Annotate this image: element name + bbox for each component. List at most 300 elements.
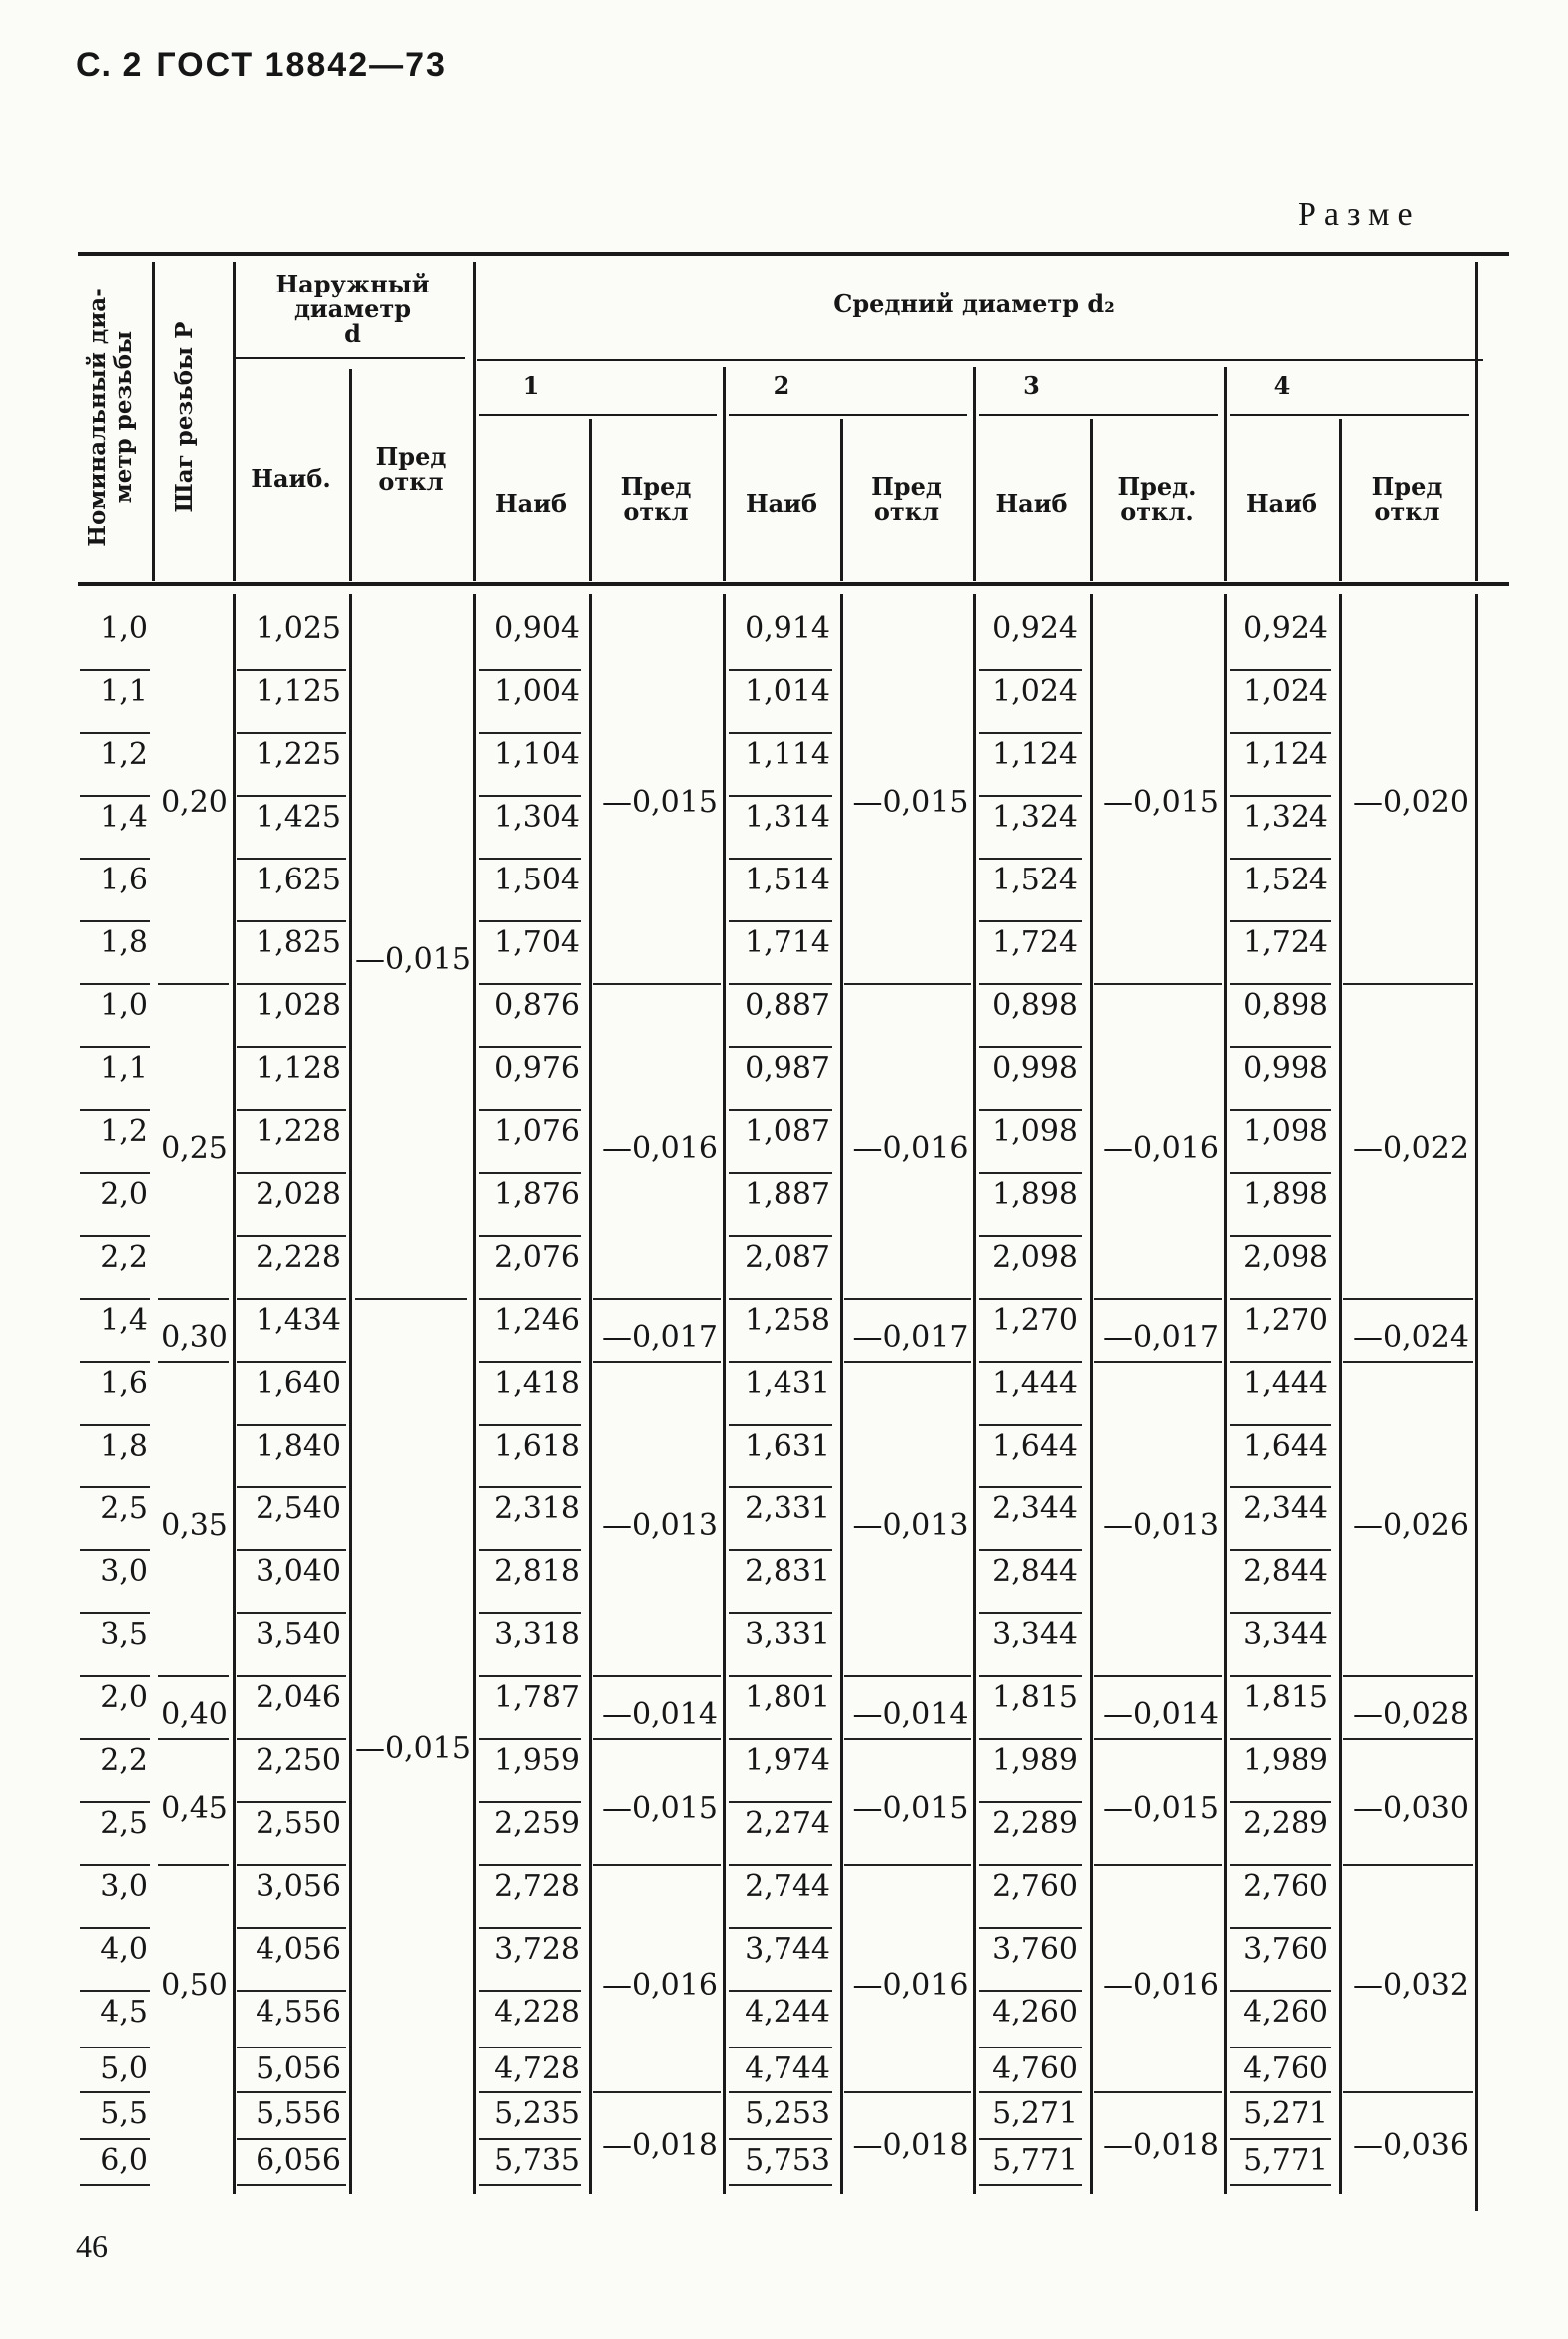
row-underline	[80, 1172, 150, 1174]
class-1-max-cell: 0,876	[494, 988, 580, 1023]
row-underline	[479, 1486, 581, 1488]
class-4-max-cell: 5,771	[1243, 2143, 1328, 2178]
row-underline	[729, 2138, 832, 2140]
group-divider	[844, 1738, 971, 1740]
row-underline	[729, 732, 832, 734]
row-underline	[479, 1298, 581, 1300]
group-divider	[1094, 1675, 1222, 1677]
row-underline	[237, 795, 346, 797]
row-underline	[237, 2047, 346, 2048]
class-2-max-cell: 1,514	[745, 863, 830, 897]
row-underline	[1230, 1738, 1331, 1740]
row-underline	[479, 2184, 581, 2186]
class-2-deviation-header: Пред откл	[871, 471, 942, 526]
nominal-diameter-cell: 1,6	[100, 1366, 148, 1401]
class-1-max-cell: 4,228	[494, 1995, 580, 2030]
row-underline	[979, 1927, 1082, 1929]
class-4-max-cell: 3,344	[1243, 1617, 1328, 1652]
group-divider	[158, 1361, 229, 1363]
group-divider	[1343, 2091, 1473, 2093]
class-3-deviation-cell: —0,014	[1103, 1696, 1219, 1732]
row-underline	[1230, 2091, 1331, 2093]
outer-max-header: Наиб.	[251, 464, 331, 494]
nominal-diameter-cell: 1,4	[100, 1303, 148, 1338]
row-underline	[1230, 2047, 1331, 2048]
header-bottom-rule	[78, 582, 1509, 586]
mean-diameter-header: Средний диаметр d₂	[833, 290, 1115, 319]
row-underline	[979, 1424, 1082, 1426]
outer-max-cell: 2,540	[256, 1491, 341, 1526]
pitch-cell: 0,50	[161, 1968, 228, 2003]
class-1-deviation-cell: —0,015	[602, 1791, 718, 1826]
class-2-max-cell: 1,258	[745, 1303, 830, 1338]
nominal-diameter-cell: 1,0	[100, 611, 148, 646]
class-3-deviation-cell: —0,015	[1103, 1791, 1219, 1826]
class-2-deviation-cell: —0,013	[852, 1507, 969, 1543]
group-divider	[593, 1298, 721, 1300]
class-3-max-cell: 1,724	[992, 925, 1078, 960]
row-underline	[729, 1738, 832, 1740]
outer-max-cell: 1,840	[256, 1429, 341, 1463]
row-underline	[979, 1235, 1082, 1237]
column-divider	[349, 594, 352, 2194]
row-underline	[1230, 1172, 1331, 1174]
class-4-subrule	[1230, 414, 1469, 416]
class-2-max-cell: 1,014	[745, 674, 830, 709]
class-1-max-cell: 3,318	[494, 1617, 580, 1652]
class-4-deviation-cell: —0,028	[1353, 1696, 1469, 1732]
nominal-diameter-cell: 1,0	[100, 988, 148, 1023]
row-underline	[80, 2184, 150, 2186]
class-2-max-cell: 1,887	[745, 1177, 830, 1212]
class-4-deviation-cell: —0,022	[1353, 1130, 1469, 1166]
class-3-deviation-cell: —0,016	[1103, 1968, 1219, 2003]
class-1-deviation-cell: —0,013	[602, 1507, 718, 1543]
row-underline	[729, 795, 832, 797]
header-standard: ГОСТ 18842—73	[156, 46, 447, 84]
outer-max-cell: 2,550	[256, 1806, 341, 1841]
class-3-max-cell: 2,844	[992, 1554, 1078, 1589]
row-underline	[1230, 1675, 1331, 1677]
nominal-diameter-cell: 1,8	[100, 925, 148, 960]
row-underline	[729, 1675, 832, 1677]
row-underline	[479, 1235, 581, 1237]
pitch-cell: 0,20	[161, 785, 228, 820]
row-underline	[1230, 1612, 1331, 1614]
row-underline	[1230, 1486, 1331, 1488]
row-underline	[729, 858, 832, 860]
outer-max-cell: 2,028	[256, 1177, 341, 1212]
class-1-max-cell: 0,976	[494, 1051, 580, 1086]
class-2-max-cell: 1,431	[745, 1366, 830, 1401]
class-1-max-cell: 1,704	[494, 925, 580, 960]
outer-max-cell: 1,640	[256, 1366, 341, 1401]
class-1-deviation-cell: —0,017	[602, 1319, 718, 1355]
class-1-max-cell: 5,235	[494, 2096, 580, 2131]
class-3-deviation-cell: —0,016	[1103, 1130, 1219, 1166]
row-underline	[729, 1172, 832, 1174]
row-underline	[80, 1927, 150, 1929]
row-underline	[1230, 1235, 1331, 1237]
class-3-max-cell: 1,524	[992, 863, 1078, 897]
class-3-deviation-cell: —0,013	[1103, 1507, 1219, 1543]
row-underline	[729, 1046, 832, 1048]
nominal-diameter-header: Номинальный диа- метр резьбы	[84, 288, 138, 547]
row-underline	[729, 2047, 832, 2048]
class-3-max-cell: 1,815	[992, 1680, 1078, 1715]
class-1-max-cell: 1,504	[494, 863, 580, 897]
nominal-diameter-cell: 3,5	[100, 1617, 148, 1652]
row-underline	[80, 920, 150, 922]
class-4-max-cell: 1,444	[1243, 1366, 1328, 1401]
group-divider	[593, 2091, 721, 2093]
class-2-header: 2	[773, 371, 790, 401]
row-underline	[979, 2184, 1082, 2186]
row-underline	[479, 1549, 581, 1551]
outer-max-cell: 3,040	[256, 1554, 341, 1589]
class-2-max-cell: 5,753	[745, 2143, 830, 2178]
row-underline	[729, 669, 832, 671]
row-underline	[479, 1675, 581, 1677]
row-underline	[237, 1549, 346, 1551]
column-divider	[233, 594, 236, 2194]
row-underline	[479, 795, 581, 797]
outer-max-cell: 2,228	[256, 1240, 341, 1275]
row-underline	[80, 1109, 150, 1111]
class-4-deviation-header: Пред откл	[1371, 471, 1443, 526]
row-underline	[237, 1612, 346, 1614]
row-underline	[979, 1612, 1082, 1614]
row-underline	[1230, 983, 1331, 985]
class-3-max-cell: 2,344	[992, 1491, 1078, 1526]
class-4-max-cell: 2,760	[1243, 1869, 1328, 1904]
class-2-max-cell: 1,801	[745, 1680, 830, 1715]
class-2-max-cell: 1,314	[745, 800, 830, 835]
outer-max-cell: 4,056	[256, 1932, 341, 1967]
class-3-deviation-cell: —0,018	[1103, 2127, 1219, 2163]
outer-max-cell: 1,125	[256, 674, 341, 709]
row-underline	[237, 1109, 346, 1111]
row-underline	[80, 669, 150, 671]
class-4-max-cell: 1,124	[1243, 737, 1328, 772]
row-underline	[237, 1172, 346, 1174]
class-4-max-cell: 1,098	[1243, 1114, 1328, 1149]
column-divider	[723, 594, 726, 2194]
row-underline	[80, 1801, 150, 1803]
row-underline	[479, 858, 581, 860]
outer-deviation-cell: —0,015	[355, 1731, 471, 1766]
row-underline	[729, 1298, 832, 1300]
class-4-deviation-cell: —0,030	[1353, 1791, 1469, 1826]
group-divider	[844, 983, 971, 985]
row-underline	[237, 669, 346, 671]
class-3-max-cell: 0,998	[992, 1051, 1078, 1086]
column-divider	[1475, 262, 1478, 581]
class-2-max-cell: 2,331	[745, 1491, 830, 1526]
class-4-max-cell: 1,270	[1243, 1303, 1328, 1338]
class-4-header: 4	[1273, 371, 1291, 401]
row-underline	[479, 983, 581, 985]
class-3-max-cell: 0,924	[992, 611, 1078, 646]
row-underline	[80, 1612, 150, 1614]
nominal-diameter-cell: 4,0	[100, 1932, 148, 1967]
row-underline	[979, 1990, 1082, 1992]
row-underline	[479, 1612, 581, 1614]
outer-max-cell: 6,056	[256, 2143, 341, 2178]
group-divider	[593, 983, 721, 985]
row-underline	[729, 1801, 832, 1803]
class-1-max-cell: 2,259	[494, 1806, 580, 1841]
class-2-max-cell: 2,274	[745, 1806, 830, 1841]
group-divider	[1343, 1738, 1473, 1740]
pitch-cell: 0,45	[161, 1791, 228, 1826]
outer-max-cell: 1,028	[256, 988, 341, 1023]
row-underline	[80, 1675, 150, 1677]
class-4-max-cell: 2,344	[1243, 1491, 1328, 1526]
class-4-max-cell: 1,815	[1243, 1680, 1328, 1715]
row-underline	[979, 1046, 1082, 1048]
row-underline	[979, 669, 1082, 671]
row-underline	[979, 2138, 1082, 2140]
class-2-max-cell: 4,744	[745, 2051, 830, 2086]
nominal-diameter-cell: 2,2	[100, 1240, 148, 1275]
class-3-max-header: Наиб	[995, 489, 1068, 519]
row-underline	[80, 732, 150, 734]
row-underline	[479, 920, 581, 922]
nominal-diameter-cell: 1,1	[100, 674, 148, 709]
row-underline	[1230, 669, 1331, 671]
class-2-max-cell: 4,244	[745, 1995, 830, 2030]
class-2-max-cell: 1,087	[745, 1114, 830, 1149]
class-2-deviation-cell: —0,016	[852, 1968, 969, 2003]
class-3-max-cell: 2,098	[992, 1240, 1078, 1275]
group-divider	[158, 1298, 229, 1300]
class-2-max-cell: 2,744	[745, 1869, 830, 1904]
row-underline	[237, 2091, 346, 2093]
row-underline	[479, 1990, 581, 1992]
column-divider	[1475, 594, 1478, 2211]
outer-max-cell: 2,046	[256, 1680, 341, 1715]
class-4-max-cell: 2,844	[1243, 1554, 1328, 1589]
group-divider	[1343, 1675, 1473, 1677]
class-3-max-cell: 1,124	[992, 737, 1078, 772]
row-underline	[80, 1486, 150, 1488]
class-4-max-cell: 0,898	[1243, 988, 1328, 1023]
row-underline	[80, 2138, 150, 2140]
row-underline	[479, 669, 581, 671]
class-4-deviation-cell: —0,026	[1353, 1507, 1469, 1543]
outer-max-cell: 1,025	[256, 611, 341, 646]
class-2-max-cell: 0,887	[745, 988, 830, 1023]
row-underline	[979, 1361, 1082, 1363]
class-1-max-cell: 1,304	[494, 800, 580, 835]
class-1-max-cell: 1,004	[494, 674, 580, 709]
row-underline	[80, 1235, 150, 1237]
group-divider	[593, 1738, 721, 1740]
group-divider	[844, 1675, 971, 1677]
row-underline	[979, 1864, 1082, 1866]
class-4-deviation-cell: —0,032	[1353, 1968, 1469, 2003]
outer-diameter-header: Наружный диаметр d	[275, 269, 430, 349]
class-1-max-cell: 1,104	[494, 737, 580, 772]
row-underline	[729, 983, 832, 985]
table-top-rule	[78, 252, 1509, 256]
class-2-max-cell: 1,114	[745, 737, 830, 772]
row-underline	[479, 2091, 581, 2093]
nominal-diameter-cell: 6,0	[100, 2143, 148, 2178]
class-4-deviation-cell: —0,024	[1353, 1319, 1469, 1355]
row-underline	[237, 1424, 346, 1426]
row-underline	[80, 1990, 150, 1992]
row-underline	[1230, 858, 1331, 860]
pitch-cell: 0,40	[161, 1696, 228, 1732]
class-1-max-cell: 2,818	[494, 1554, 580, 1589]
nominal-diameter-cell: 2,0	[100, 1177, 148, 1212]
row-underline	[80, 983, 150, 985]
class-2-max-cell: 1,631	[745, 1429, 830, 1463]
class-3-header: 3	[1023, 371, 1040, 401]
nominal-diameter-cell: 1,8	[100, 1429, 148, 1463]
nominal-diameter-cell: 1,4	[100, 800, 148, 835]
row-underline	[979, 1801, 1082, 1803]
class-1-max-cell: 5,735	[494, 2143, 580, 2178]
class-1-max-cell: 0,904	[494, 611, 580, 646]
row-underline	[237, 2138, 346, 2140]
class-1-max-cell: 2,728	[494, 1869, 580, 1904]
row-underline	[479, 2138, 581, 2140]
outer-max-cell: 2,250	[256, 1743, 341, 1778]
nominal-diameter-cell: 1,2	[100, 737, 148, 772]
class-4-max-cell: 3,760	[1243, 1932, 1328, 1967]
class-1-header: 1	[522, 371, 540, 401]
class-4-max-cell: 1,324	[1243, 800, 1328, 835]
class-4-max-cell: 1,644	[1243, 1429, 1328, 1463]
outer-max-cell: 1,228	[256, 1114, 341, 1149]
class-1-max-cell: 1,959	[494, 1743, 580, 1778]
class-2-deviation-cell: —0,016	[852, 1130, 969, 1166]
row-underline	[479, 1424, 581, 1426]
row-underline	[979, 983, 1082, 985]
column-divider	[589, 594, 592, 2194]
class-2-deviation-cell: —0,014	[852, 1696, 969, 1732]
row-underline	[979, 1172, 1082, 1174]
class-2-subrule	[729, 414, 967, 416]
class-1-max-cell: 1,876	[494, 1177, 580, 1212]
group-divider	[844, 1864, 971, 1866]
group-divider	[1094, 1298, 1222, 1300]
row-underline	[237, 1864, 346, 1866]
class-2-deviation-cell: —0,015	[852, 785, 969, 820]
class-4-max-header: Наиб	[1245, 489, 1318, 519]
row-underline	[80, 858, 150, 860]
row-underline	[237, 920, 346, 922]
group-divider	[1094, 1864, 1222, 1866]
row-underline	[979, 1109, 1082, 1111]
class-2-max-cell: 1,974	[745, 1743, 830, 1778]
class-3-max-cell: 0,898	[992, 988, 1078, 1023]
class-2-deviation-cell: —0,017	[852, 1319, 969, 1355]
row-underline	[729, 2184, 832, 2186]
class-3-max-cell: 5,271	[992, 2096, 1078, 2131]
row-underline	[479, 1864, 581, 1866]
row-underline	[80, 1361, 150, 1363]
row-underline	[1230, 1990, 1331, 1992]
class-1-max-cell: 2,076	[494, 1240, 580, 1275]
column-divider	[1339, 594, 1342, 2194]
class-3-deviation-header: Пред. откл.	[1117, 471, 1197, 526]
row-underline	[237, 1801, 346, 1803]
row-underline	[1230, 1549, 1331, 1551]
pitch-cell: 0,35	[161, 1507, 228, 1543]
group-divider	[1343, 1864, 1473, 1866]
row-underline	[729, 920, 832, 922]
row-underline	[729, 1549, 832, 1551]
class-3-max-cell: 1,898	[992, 1177, 1078, 1212]
row-underline	[979, 1549, 1082, 1551]
row-underline	[479, 1361, 581, 1363]
row-underline	[979, 2047, 1082, 2048]
outer-max-cell: 3,056	[256, 1869, 341, 1904]
row-underline	[729, 1235, 832, 1237]
row-underline	[237, 1298, 346, 1300]
class-2-max-cell: 2,831	[745, 1554, 830, 1589]
nominal-diameter-cell: 1,2	[100, 1114, 148, 1149]
pitch-cell: 0,30	[161, 1319, 228, 1355]
class-2-max-cell: 0,914	[745, 611, 830, 646]
class-3-deviation-cell: —0,017	[1103, 1319, 1219, 1355]
row-underline	[479, 1801, 581, 1803]
class-1-deviation-cell: —0,016	[602, 1968, 718, 2003]
class-3-deviation-cell: —0,015	[1103, 785, 1219, 820]
group-divider	[593, 1864, 721, 1866]
row-underline	[479, 732, 581, 734]
row-underline	[729, 1109, 832, 1111]
class-1-max-cell: 4,728	[494, 2051, 580, 2086]
class-3-max-cell: 3,760	[992, 1932, 1078, 1967]
class-4-max-cell: 2,289	[1243, 1806, 1328, 1841]
class-4-max-cell: 5,271	[1243, 2096, 1328, 2131]
row-underline	[729, 1864, 832, 1866]
class-3-subrule	[979, 414, 1218, 416]
row-underline	[237, 1361, 346, 1363]
row-underline	[979, 1486, 1082, 1488]
pitch-cell: 0,25	[161, 1130, 228, 1166]
class-4-max-cell: 4,260	[1243, 1995, 1328, 2030]
row-underline	[479, 1109, 581, 1111]
class-4-max-cell: 1,989	[1243, 1743, 1328, 1778]
row-underline	[979, 858, 1082, 860]
outer-max-cell: 4,556	[256, 1995, 341, 2030]
nominal-diameter-cell: 2,0	[100, 1680, 148, 1715]
class-4-max-cell: 1,024	[1243, 674, 1328, 709]
row-underline	[237, 1990, 346, 1992]
row-underline	[979, 2091, 1082, 2093]
class-1-max-cell: 1,787	[494, 1680, 580, 1715]
row-underline	[80, 1424, 150, 1426]
class-2-max-cell: 0,987	[745, 1051, 830, 1086]
nominal-diameter-cell: 5,0	[100, 2051, 148, 2086]
pitch-header: Шаг резьбы P	[171, 321, 198, 513]
row-underline	[729, 1424, 832, 1426]
row-underline	[237, 732, 346, 734]
class-4-max-cell: 1,724	[1243, 925, 1328, 960]
class-3-max-cell: 1,444	[992, 1366, 1078, 1401]
row-underline	[1230, 920, 1331, 922]
row-underline	[479, 1927, 581, 1929]
group-divider	[1094, 1361, 1222, 1363]
row-underline	[237, 1738, 346, 1740]
row-underline	[237, 1486, 346, 1488]
